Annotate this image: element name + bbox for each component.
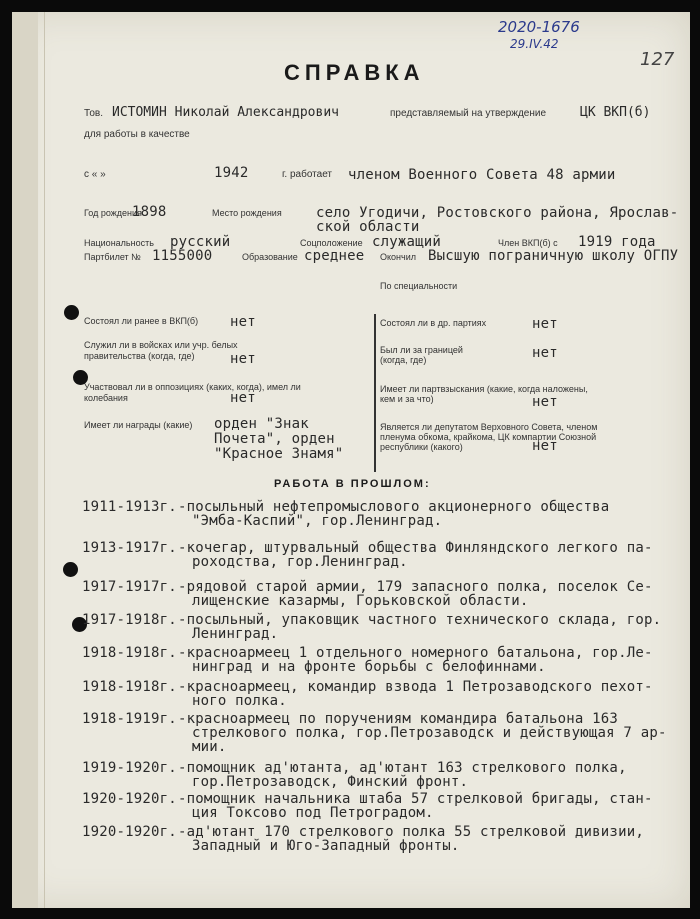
nationality: русский bbox=[170, 234, 231, 250]
q-right-1-answer: нет bbox=[532, 316, 558, 332]
q-right-4-label-3: республики (какого) bbox=[380, 442, 463, 452]
work-description-line: Ленинград. bbox=[192, 626, 279, 642]
work-description-line: -красноармеец по поручениям командира батальона 163 bbox=[178, 711, 619, 727]
work-description-line: -рядовой старой армии, 179 запасного полка, поселок Се- bbox=[178, 579, 653, 595]
comrade-prefix: Тов. bbox=[84, 108, 103, 119]
works-value: членом Военного Совета 48 армии bbox=[348, 167, 616, 183]
work-description-line: -помощник начальника штаба 57 стрелковой бригады, стан- bbox=[178, 791, 653, 807]
work-description-line: гор.Петрозаводск, Финский фронт. bbox=[192, 774, 469, 790]
q-left-2-label: Служил ли в войсках или учр. белых bbox=[84, 340, 238, 350]
works-label: г. работает bbox=[282, 169, 333, 180]
q-right-3-label-2: кем и за что) bbox=[380, 394, 434, 404]
work-description-line: -посыльный нефтепромыслового акционерного общества bbox=[178, 499, 610, 515]
member-since: 1919 года bbox=[578, 234, 656, 250]
work-years: 1918-1918г. bbox=[82, 645, 177, 661]
q-left-4-label: Имеет ли награды (какие) bbox=[84, 420, 193, 430]
work-years: 1920-1920г. bbox=[82, 824, 177, 840]
nationality-label: Национальность bbox=[84, 238, 154, 248]
birth-year-label: Год рождения bbox=[84, 208, 142, 218]
work-years: 1920-1920г. bbox=[82, 791, 177, 807]
q-right-3-label: Имеет ли партвзыскания (какие, когда наложены, bbox=[380, 384, 588, 394]
q-right-4-label: Является ли депутатом Верховного Совета, членом bbox=[380, 422, 598, 432]
approval-body: ЦК ВКП(б) bbox=[580, 105, 651, 120]
social: служащий bbox=[372, 234, 442, 250]
graduated: Высшую пограничную школу ОГПУ bbox=[428, 248, 679, 264]
q-left-2-answer: нет bbox=[230, 351, 256, 367]
birthplace-line-2: ской области bbox=[316, 219, 420, 235]
member-label: Член ВКП(б) с bbox=[498, 238, 558, 248]
q-left-4-answer-3: "Красное Знамя" bbox=[214, 446, 344, 462]
graduated-label: Окончил bbox=[380, 252, 416, 262]
q-right-2-label-2: (когда, где) bbox=[380, 355, 427, 365]
work-years: 1917-1917г. bbox=[82, 579, 177, 595]
position-label: для работы в качестве bbox=[84, 129, 190, 140]
person-name: ИСТОМИН Николай Александрович bbox=[112, 105, 339, 120]
punch-hole bbox=[63, 562, 78, 577]
work-years: 1911-1913г. bbox=[82, 499, 177, 515]
work-description-line: стрелкового полка, гор.Петрозаводск и действующая 7 ар- bbox=[192, 725, 667, 741]
work-years: 1918-1918г. bbox=[82, 679, 177, 695]
q-left-3-label-2: колебания bbox=[84, 393, 128, 403]
work-description-line: -посыльный, упаковщик частного технического склада, гор. bbox=[178, 612, 662, 628]
work-section-title: РАБОТА В ПРОШЛОМ: bbox=[274, 478, 431, 490]
approval-label: представляемый на утверждение bbox=[390, 108, 547, 119]
specialty-label: По специальности bbox=[380, 281, 458, 291]
work-description-line: ция Токсово под Петроградом. bbox=[192, 805, 434, 821]
work-years: 1917-1918г. bbox=[82, 612, 177, 628]
work-description-line: -красноармеец 1 отдельного номерного батальона, гор.Ле- bbox=[178, 645, 653, 661]
q-left-4-answer-1: орден "Знак bbox=[214, 416, 309, 432]
q-left-1-answer: нет bbox=[230, 314, 256, 330]
work-years: 1918-1919г. bbox=[82, 711, 177, 727]
q-left-3-answer: нет bbox=[230, 390, 256, 406]
document-title: СПРАВКА bbox=[284, 60, 425, 85]
archive-date: 29.IV.42 bbox=[510, 37, 559, 51]
work-description-line: ного полка. bbox=[192, 693, 287, 709]
archive-number: 2020-1676 bbox=[498, 18, 580, 36]
birthplace-line-1: село Угодичи, Ростовского района, Ярослав- bbox=[316, 205, 679, 221]
page-number: 127 bbox=[640, 49, 675, 70]
since-label: с « » bbox=[84, 169, 106, 180]
q-left-3-label: Участвовал ли в оппозициях (каких, когда), имел ли bbox=[84, 382, 301, 392]
column-divider bbox=[374, 314, 376, 472]
work-description-line: нинград и на фронте борьбы с белофиннами. bbox=[192, 659, 546, 675]
q-left-2-label-2: правительства (когда, где) bbox=[84, 351, 195, 361]
work-description-line: мии. bbox=[192, 739, 227, 755]
work-description-line: лищенские казармы, Горьковской области. bbox=[192, 593, 529, 609]
punch-hole bbox=[64, 305, 79, 320]
social-label: Соцположение bbox=[300, 238, 363, 248]
work-description-line: роходства, гор.Ленинград. bbox=[192, 554, 408, 570]
q-left-1-label: Состоял ли ранее в ВКП(б) bbox=[84, 316, 199, 326]
card-label: Партбилет № bbox=[84, 252, 141, 262]
work-description-line: -ад'ютант 170 стрелкового полка 55 стрелковой дивизии, bbox=[178, 824, 644, 840]
since-year: 1942 bbox=[214, 165, 249, 181]
education: среднее bbox=[304, 248, 365, 264]
birth-year: 1898 bbox=[132, 204, 167, 220]
margin-line bbox=[44, 12, 45, 908]
work-description-line: Западный и Юго-Западный фронты. bbox=[192, 838, 460, 854]
document-page bbox=[12, 12, 690, 908]
education-label: Образование bbox=[242, 252, 298, 262]
work-years: 1913-1917г. bbox=[82, 540, 177, 556]
q-right-2-label: Был ли за границей bbox=[380, 345, 463, 355]
card-number: 1155000 bbox=[152, 248, 213, 264]
work-description-line: -красноармеец, командир взвода 1 Петрозаводского пехот- bbox=[178, 679, 653, 695]
q-right-2-answer: нет bbox=[532, 345, 558, 361]
birthplace-label: Место рождения bbox=[212, 208, 282, 218]
q-right-4-label-2: пленума обкома, крайкома, ЦК компартии Союзной bbox=[380, 432, 597, 442]
q-right-4-answer: нет bbox=[532, 438, 558, 454]
work-description-line: -кочегар, штурвальный общества Финляндского легкого па- bbox=[178, 540, 653, 556]
q-left-4-answer-2: Почета", орден bbox=[214, 431, 335, 447]
work-years: 1919-1920г. bbox=[82, 760, 177, 776]
q-right-3-answer: нет bbox=[532, 394, 558, 410]
work-description-line: "Эмба-Каспий", гор.Ленинград. bbox=[192, 513, 443, 529]
q-right-1-label: Состоял ли в др. партиях bbox=[380, 318, 487, 328]
binding-margin bbox=[12, 12, 38, 908]
work-description-line: -помощник ад'ютанта, ад'ютант 163 стрелкового полка, bbox=[178, 760, 627, 776]
